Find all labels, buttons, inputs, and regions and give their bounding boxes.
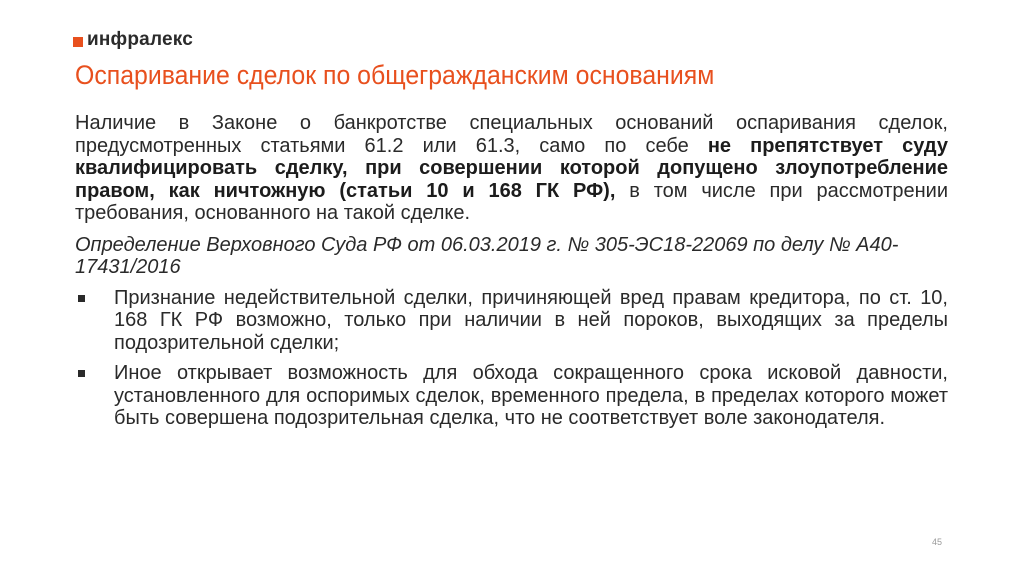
paragraph-text-end: в том числе при рассмотрении требования, основанного на такой сделке. [75,179,948,224]
bullet-item [75,362,948,430]
bullet-item [75,287,948,355]
square-bullet-icon [78,295,85,302]
bullet-text: Иное открывает возможность для обхода сокращенного срока исковой давности, установленного для оспоримых сделок, временного предела, в пределах которого может быть совершена подозрительная сделка, что не соответствует воле законодателя. [114,362,948,429]
court-reference: Определение Верховного Суда РФ от 06.03.2019 г. № 305-ЭС18-22069 по делу № А40-17431/2016 [75,233,899,278]
company-logo [73,27,193,53]
paragraph-text-start: Наличие в Законе о банкротстве специальных оснований оспаривания сделок, предусмотренных статьями 61.2 или 61.3, само по себе [75,112,948,157]
page-number: 45 [932,537,943,547]
bullet-list [75,287,948,430]
bullet-text: Признание недействительной сделки, причиняющей вред правам кредитора, по ст. 10, 168 ГК РФ возможно, только при наличии в ней пороков, выходящих за пределы подозрительной сделки; [114,286,948,354]
logo-text: инфралекс [87,29,193,50]
main-paragraph [75,112,948,225]
logo-square-icon [73,37,83,47]
slide-content [75,112,948,438]
square-bullet-icon [78,370,85,377]
paragraph-bold-text: не препятствует суду квалифицировать сделку, при совершении которой допущено злоупотребление правом, как ничтожную (статьи 10 и 168 ГК РФ), [75,134,948,202]
slide-title: Оспаривание сделок по общегражданским основаниям [75,60,715,90]
